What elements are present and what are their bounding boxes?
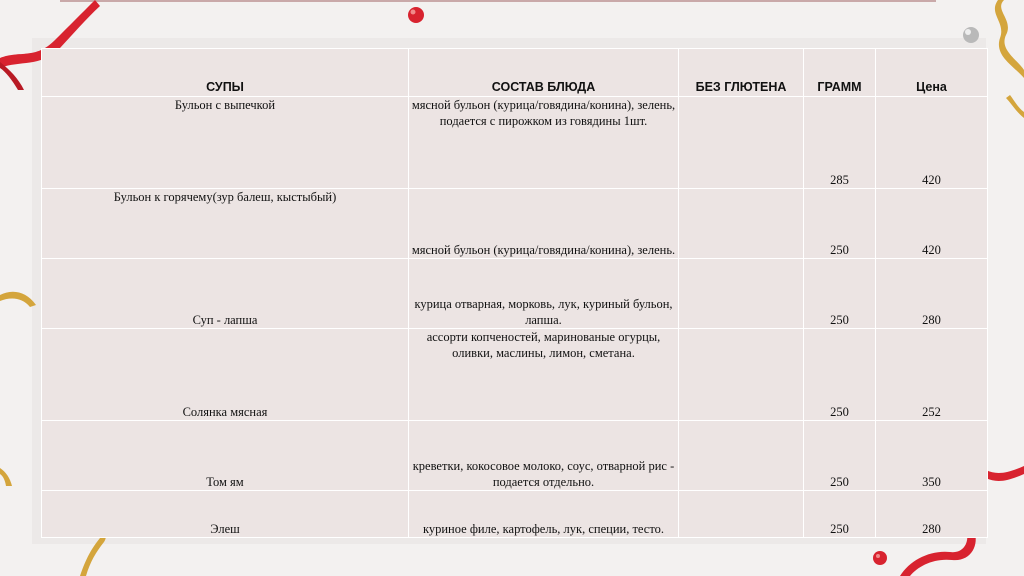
silver-ball-decoration (962, 26, 980, 44)
header-soups: СУПЫ (42, 49, 409, 97)
dish-grams: 250 (804, 421, 876, 491)
gold-ribbon-left-decoration (0, 285, 40, 315)
dish-name: Бульон с выпечкой (42, 97, 409, 189)
header-gluten-free: БЕЗ ГЛЮТЕНА (679, 49, 804, 97)
dish-gluten-free (679, 259, 804, 329)
top-border-line (60, 0, 936, 2)
dish-name: Солянка мясная (42, 329, 409, 421)
dish-price: 252 (876, 329, 988, 421)
dish-composition: мясной бульон (курица/говядина/конина), зелень, подается с пирожком из говядины 1шт. (409, 97, 679, 189)
dish-gluten-free (679, 421, 804, 491)
red-ribbon-right-decoration (986, 462, 1024, 488)
dish-composition: курица отварная, морковь, лук, куриный бульон, лапша. (409, 259, 679, 329)
table-row (42, 97, 988, 189)
dish-name: Бульон к горячему(зур балеш, кыстыбый) (42, 189, 409, 259)
dish-name: Суп - лапша (42, 259, 409, 329)
dish-composition: ассорти копченостей, маринованые огурцы, оливки, маслины, лимон, сметана. (409, 329, 679, 421)
dish-price: 420 (876, 189, 988, 259)
header-grams: ГРАММ (804, 49, 876, 97)
dish-name: Элеш (42, 491, 409, 538)
table-header-row (42, 49, 988, 97)
dish-name: Том ям (42, 421, 409, 491)
soups-menu-table (41, 48, 988, 538)
table-row (42, 259, 988, 329)
dish-price: 420 (876, 97, 988, 189)
dish-gluten-free (679, 491, 804, 538)
red-ball-decoration (407, 6, 425, 24)
dish-grams: 250 (804, 259, 876, 329)
dish-price: 280 (876, 491, 988, 538)
dish-grams: 250 (804, 491, 876, 538)
dish-price: 280 (876, 259, 988, 329)
table-row (42, 189, 988, 259)
header-price: Цена (876, 49, 988, 97)
table-row (42, 421, 988, 491)
table-row (42, 329, 988, 421)
dish-composition: мясной бульон (курица/говядина/конина), зелень. (409, 189, 679, 259)
dish-grams: 285 (804, 97, 876, 189)
dish-grams: 250 (804, 189, 876, 259)
dish-gluten-free (679, 329, 804, 421)
header-composition: СОСТАВ БЛЮДА (409, 49, 679, 97)
dish-composition: куриное филе, картофель, лук, специи, тесто. (409, 491, 679, 538)
dish-gluten-free (679, 97, 804, 189)
dish-composition: креветки, кокосовое молоко, соус, отварной рис - подается отдельно. (409, 421, 679, 491)
dish-price: 350 (876, 421, 988, 491)
dish-grams: 250 (804, 329, 876, 421)
table-row (42, 491, 988, 538)
dish-gluten-free (679, 189, 804, 259)
gold-ribbon-top-right-decoration (984, 0, 1024, 120)
